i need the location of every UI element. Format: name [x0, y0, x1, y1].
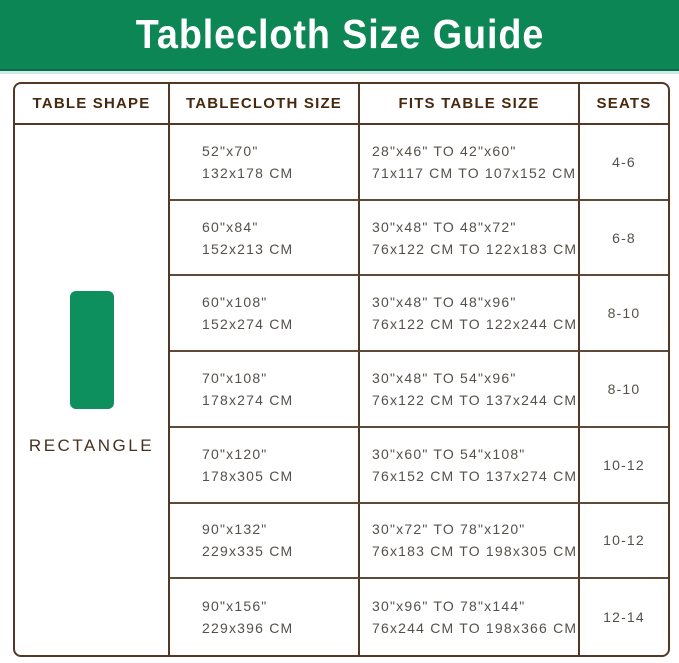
- banner-accent-line: [0, 71, 679, 74]
- size-inches: 52"x70": [202, 142, 259, 159]
- size-cm: 152x274 CM: [202, 316, 294, 333]
- seats-cell: 4-6: [580, 125, 668, 201]
- fits-table-size-cell: [360, 125, 580, 201]
- size-cm: 229x396 CM: [202, 620, 294, 637]
- header-banner: [0, 0, 679, 71]
- size-cm: 132x178 CM: [202, 164, 294, 181]
- fits-cm: 76x122 CM TO 137x244 CM: [372, 391, 578, 408]
- tablecloth-size-cell: [170, 428, 360, 504]
- seats-cell: 10-12: [580, 428, 668, 504]
- size-cm: 178x274 CM: [202, 391, 294, 408]
- fits-cm: 76x183 CM TO 198x305 CM: [372, 543, 578, 560]
- seats-cell: 8-10: [580, 276, 668, 352]
- column-header-seats: SEATS: [580, 84, 668, 125]
- tablecloth-size-cell: [170, 276, 360, 352]
- fits-cm: 76x122 CM TO 122x244 CM: [372, 316, 578, 333]
- fits-cm: 71x117 CM TO 107x152 CM: [372, 164, 577, 181]
- size-inches: 90"x156": [202, 598, 268, 615]
- size-guide-table: [13, 82, 670, 657]
- column-header-tablecloth-size: TABLECLOTH SIZE: [170, 84, 360, 125]
- column-header-table-shape: TABLE SHAPE: [15, 84, 170, 125]
- fits-table-size-cell: [360, 352, 580, 428]
- seats-cell: 8-10: [580, 352, 668, 428]
- size-inches: 60"x84": [202, 218, 259, 235]
- column-header-fits-table-size: FITS TABLE SIZE: [360, 84, 580, 125]
- fits-table-size-cell: [360, 201, 580, 277]
- fits-inches: 30"x96" TO 78"x144": [372, 598, 526, 615]
- fits-cm: 76x122 CM TO 122x183 CM: [372, 240, 578, 257]
- size-inches: 90"x132": [202, 521, 268, 538]
- fits-cm: 76x244 CM TO 198x366 CM: [372, 620, 578, 637]
- fits-inches: 30"x48" TO 54"x96": [372, 369, 517, 386]
- tablecloth-size-cell: [170, 579, 360, 655]
- tablecloth-size-cell: [170, 125, 360, 201]
- seats-cell: 10-12: [580, 504, 668, 580]
- size-cm: 152x213 CM: [202, 240, 294, 257]
- page-title: Tablecloth Size Guide: [135, 11, 544, 57]
- fits-table-size-cell: [360, 504, 580, 580]
- fits-cm: 76x152 CM TO 137x274 CM: [372, 467, 578, 484]
- seats-cell: 12-14: [603, 609, 645, 626]
- tablecloth-size-cell: [170, 201, 360, 277]
- fits-table-size-cell: [360, 276, 580, 352]
- tablecloth-size-cell: [170, 352, 360, 428]
- size-cm: 229x335 CM: [202, 543, 294, 560]
- fits-inches: 30"x48" TO 48"x96": [372, 294, 517, 311]
- fits-inches: 30"x72" TO 78"x120": [372, 521, 526, 538]
- rectangle-shape-icon: [70, 291, 114, 409]
- size-inches: 60"x108": [202, 294, 268, 311]
- fits-table-size-cell: [360, 428, 580, 504]
- fits-table-size-cell: [360, 579, 580, 655]
- fits-inches: 30"x48" TO 48"x72": [372, 218, 517, 235]
- fits-inches: 30"x60" TO 54"x108": [372, 445, 526, 462]
- size-inches: 70"x120": [202, 445, 268, 462]
- size-inches: 70"x108": [202, 369, 268, 386]
- shape-label: RECTANGLE: [28, 436, 155, 455]
- size-cm: 178x305 CM: [202, 467, 294, 484]
- table-shape-cell: [15, 125, 170, 655]
- seats-cell: 6-8: [580, 201, 668, 277]
- tablecloth-size-cell: [170, 504, 360, 580]
- fits-inches: 28"x46" TO 42"x60": [372, 142, 517, 159]
